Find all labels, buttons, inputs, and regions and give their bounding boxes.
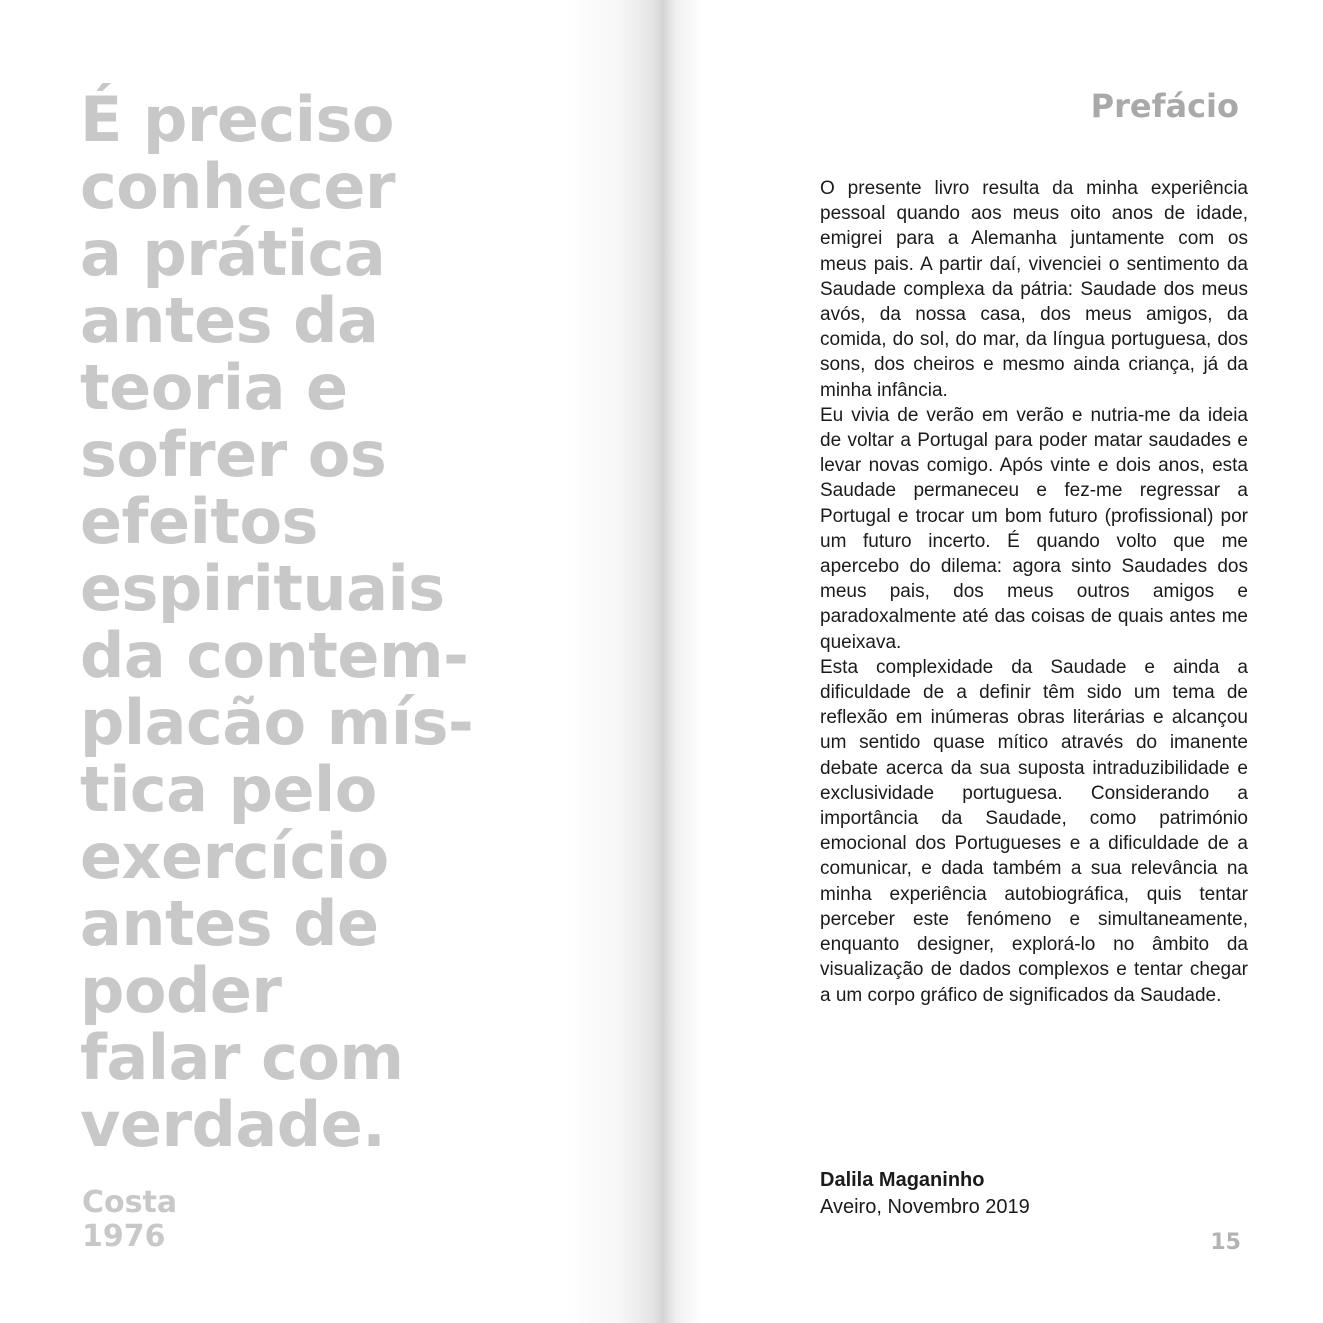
body-paragraph: O presente livro resulta da minha experiência pessoal quando aos meus oito anos de idade, emigrei para a Alemanha juntamente com os meus pais. A partir daí, vivenciei o sentimento da Saudade complexa da pátria: Saudade dos meus avós, da nossa casa, dos meus amigos, da comida, do sol, do mar, da língua portuguesa, dos sons, dos cheiros e mesmo ainda criança, já da minha infância.: [820, 178, 1248, 401]
preface-body: [820, 176, 1248, 1008]
quote-line: tica pelo: [80, 753, 377, 826]
quote-citation: [82, 1186, 177, 1254]
epigraph-quote: [80, 83, 474, 1161]
quote-line: poder: [80, 954, 282, 1027]
body-paragraph: Eu vivia de verão em verão e nutria-me da ideia de voltar a Portugal para poder matar saudades e levar novas comigo. Após vinte e dois anos, esta Saudade permaneceu e fez-me regressar a Portugal e trocar um bom futuro (profissional) por um futuro incerto. É quando volto que me apercebo do dilema: agora sinto Saudades dos meus pais, dos meus outros amigos e paradoxalmente até das coisas de quais antes me queixava.: [820, 404, 1248, 653]
gutter-shadow-right: [662, 0, 702, 1323]
quote-line: sofrer os: [80, 418, 387, 491]
citation-author: Costa: [82, 1185, 178, 1220]
quote-line: antes de: [80, 887, 379, 960]
quote-line: espirituais: [80, 552, 445, 625]
quote-line: placão mís-: [80, 686, 474, 759]
quote-line: a prática: [80, 217, 386, 290]
author-signature-block: [820, 1167, 1030, 1221]
quote-line: É preciso: [80, 83, 394, 156]
quote-line: da contem-: [80, 619, 469, 692]
author-name: Dalila Maganinho: [820, 1169, 985, 1191]
right-page: [662, 0, 1323, 1323]
quote-line: falar com: [80, 1021, 404, 1094]
place-date: Aveiro, Novembro 2019: [820, 1196, 1030, 1218]
quote-line: antes da: [80, 284, 379, 357]
quote-line: conhecer: [80, 150, 396, 223]
citation-year: 1976: [82, 1219, 166, 1254]
quote-line: teoria e: [80, 351, 348, 424]
gutter-shadow-left: [562, 0, 662, 1323]
quote-line: efeitos: [80, 485, 318, 558]
page-title: Prefácio: [1090, 87, 1239, 125]
quote-line: verdade.: [80, 1088, 386, 1161]
body-paragraph: Esta complexidade da Saudade e ainda a dificuldade de a definir têm sido um tema de reflexão em inúmeras obras literárias e alcançou um sentido quase mítico através do imanente debate acerca da sua suposta intraduzibilidade e exclusividade portuguesa. Considerando a importância da Saudade, como património emocional dos Portugueses e a dificuldade de a comunicar, e dada também a sua relevância na minha experiência autobiográfica, quis tentar perceber este fenómeno e simultaneamente, enquanto designer, explorá-lo no âmbito da visualização de dados complexos e tentar chegar a um corpo gráfico de significados da Saudade.: [820, 656, 1248, 1006]
page-number: 15: [1210, 1230, 1241, 1255]
quote-line: exercício: [80, 820, 389, 893]
